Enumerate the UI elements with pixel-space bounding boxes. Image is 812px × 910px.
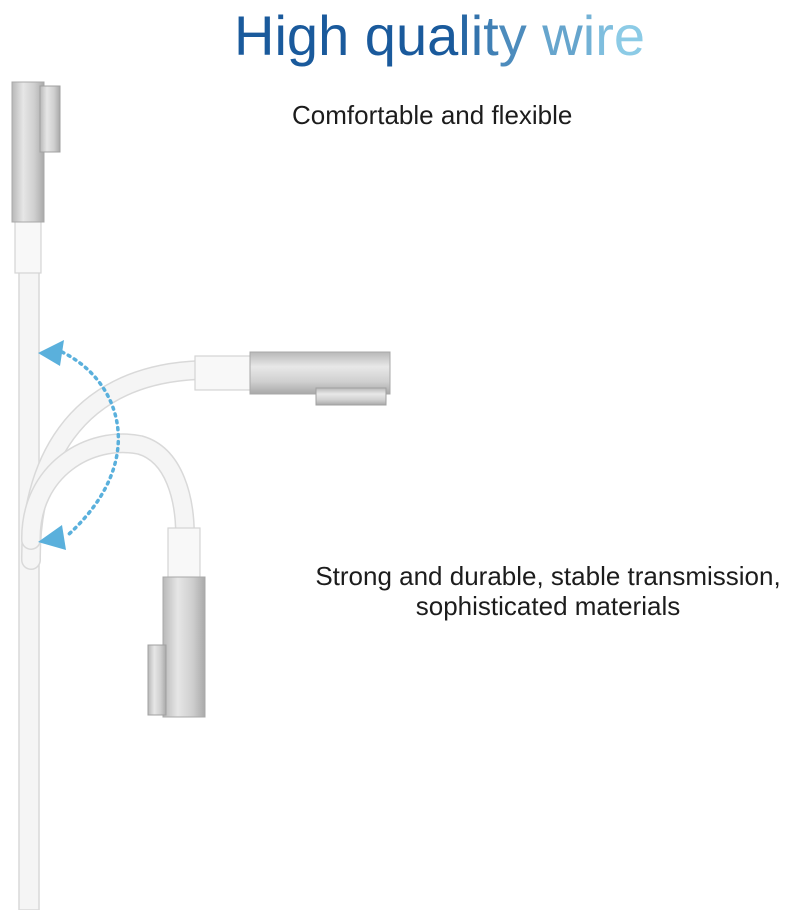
caption-durable-line2: sophisticated materials xyxy=(415,591,681,621)
caption-flexible: Comfortable and flexible xyxy=(292,100,573,130)
caption-durable xyxy=(292,561,804,621)
lower-bent-cable xyxy=(31,443,205,717)
caption-durable-line1: Strong and durable, stable transmission, xyxy=(315,561,781,591)
top-connector xyxy=(12,82,60,273)
headline: High quality wire xyxy=(234,4,645,67)
main-cable xyxy=(19,270,39,910)
